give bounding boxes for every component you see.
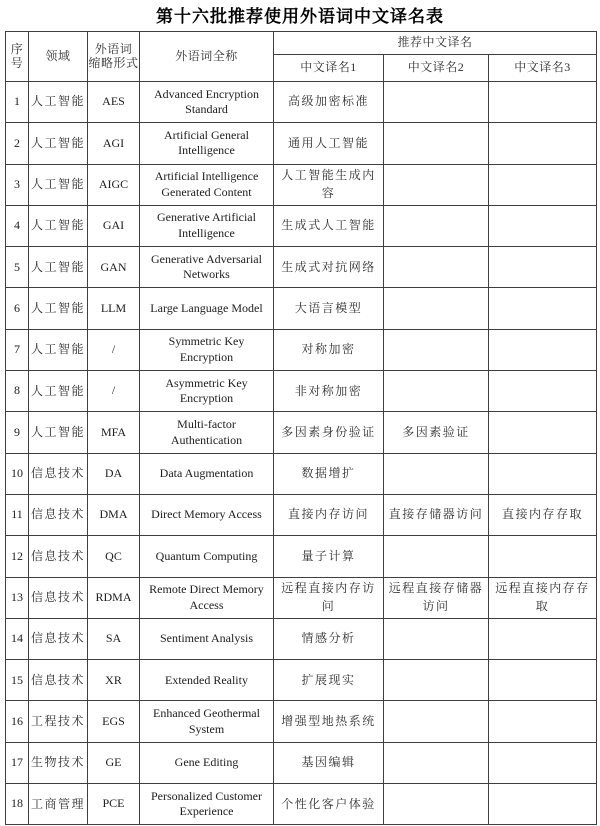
cell-field: 信息技术 [29, 494, 88, 535]
cell-field: 人工智能 [29, 247, 88, 288]
cell-abbreviation: DMA [88, 494, 140, 535]
cell-field: 人工智能 [29, 412, 88, 453]
cell-abbreviation: DA [88, 453, 140, 494]
cell-full-name: Advanced Encryption Standard [140, 82, 274, 123]
table-row [6, 247, 597, 288]
cell-field: 人工智能 [29, 82, 88, 123]
cell-translation-1: 情感分析 [274, 618, 384, 659]
cell-translation-1: 人工智能生成内容 [274, 164, 384, 205]
cell-translation-2 [384, 247, 489, 288]
cell-full-name: Remote Direct Memory Access [140, 577, 274, 618]
cell-translation-2 [384, 82, 489, 123]
cell-translation-1: 生成式人工智能 [274, 205, 384, 246]
col-header-translation-2: 中文译名2 [384, 55, 489, 82]
table-header [6, 32, 597, 82]
cell-translation-1: 生成式对抗网络 [274, 247, 384, 288]
table-row [6, 82, 597, 123]
cell-field: 信息技术 [29, 536, 88, 577]
cell-translation-3 [489, 164, 597, 205]
cell-abbreviation: PCE [88, 784, 140, 825]
cell-number: 7 [6, 329, 29, 370]
col-header-number-line2: 号 [10, 55, 24, 70]
cell-full-name: Large Language Model [140, 288, 274, 329]
col-header-number [6, 32, 29, 82]
cell-translation-1: 大语言模型 [274, 288, 384, 329]
table-row [6, 329, 597, 370]
cell-number: 6 [6, 288, 29, 329]
col-header-recommended: 推荐中文译名 [274, 32, 597, 55]
cell-translation-2 [384, 123, 489, 164]
cell-abbreviation: AIGC [88, 164, 140, 205]
cell-translation-1: 非对称加密 [274, 371, 384, 412]
cell-field: 人工智能 [29, 288, 88, 329]
cell-field: 人工智能 [29, 329, 88, 370]
cell-number: 5 [6, 247, 29, 288]
cell-translation-3 [489, 618, 597, 659]
col-header-translation-1: 中文译名1 [274, 55, 384, 82]
cell-translation-2: 多因素验证 [384, 412, 489, 453]
table-body [6, 82, 597, 825]
cell-translation-3 [489, 329, 597, 370]
cell-full-name: Artificial Intelligence Generated Content [140, 164, 274, 205]
cell-field: 人工智能 [29, 164, 88, 205]
cell-translation-2 [384, 536, 489, 577]
cell-full-name: Generative Artificial Intelligence [140, 205, 274, 246]
cell-abbreviation: EGS [88, 701, 140, 742]
cell-number: 3 [6, 164, 29, 205]
cell-field: 人工智能 [29, 371, 88, 412]
cell-translation-2 [384, 453, 489, 494]
cell-full-name: Data Augmentation [140, 453, 274, 494]
cell-translation-1: 高级加密标准 [274, 82, 384, 123]
page-title: 第十六批推荐使用外语词中文译名表 [156, 7, 444, 26]
cell-translation-3 [489, 123, 597, 164]
table-row [6, 371, 597, 412]
cell-translation-2 [384, 329, 489, 370]
cell-translation-3 [489, 205, 597, 246]
cell-translation-2 [384, 701, 489, 742]
cell-field: 信息技术 [29, 618, 88, 659]
cell-translation-1: 量子计算 [274, 536, 384, 577]
cell-translation-3 [489, 701, 597, 742]
cell-translation-2 [384, 784, 489, 825]
cell-translation-3 [489, 247, 597, 288]
col-header-translation-3: 中文译名3 [489, 55, 597, 82]
cell-translation-2 [384, 742, 489, 783]
cell-translation-3 [489, 412, 597, 453]
table-row [6, 577, 597, 618]
cell-translation-3 [489, 371, 597, 412]
cell-translation-1: 多因素身份验证 [274, 412, 384, 453]
cell-abbreviation: MFA [88, 412, 140, 453]
cell-translation-2: 直接存储器访问 [384, 494, 489, 535]
table-row [6, 205, 597, 246]
cell-translation-3 [489, 453, 597, 494]
cell-full-name: Quantum Computing [140, 536, 274, 577]
table-row [6, 784, 597, 825]
cell-translation-1: 数据增扩 [274, 453, 384, 494]
table-row [6, 701, 597, 742]
cell-field: 信息技术 [29, 577, 88, 618]
cell-translation-1: 个性化客户体验 [274, 784, 384, 825]
cell-full-name: Artificial General Intelligence [140, 123, 274, 164]
table-row [6, 123, 597, 164]
cell-field: 人工智能 [29, 123, 88, 164]
cell-field: 人工智能 [29, 205, 88, 246]
table-row [6, 412, 597, 453]
cell-abbreviation: / [88, 329, 140, 370]
cell-abbreviation: AES [88, 82, 140, 123]
cell-full-name: Enhanced Geothermal System [140, 701, 274, 742]
cell-abbreviation: GAN [88, 247, 140, 288]
cell-abbreviation: GAI [88, 205, 140, 246]
cell-translation-1: 扩展现实 [274, 660, 384, 701]
cell-full-name: Direct Memory Access [140, 494, 274, 535]
table-row [6, 164, 597, 205]
cell-number: 15 [6, 660, 29, 701]
cell-translation-3: 直接内存存取 [489, 494, 597, 535]
cell-field: 信息技术 [29, 660, 88, 701]
cell-number: 18 [6, 784, 29, 825]
cell-abbreviation: XR [88, 660, 140, 701]
cell-translation-3 [489, 660, 597, 701]
cell-number: 14 [6, 618, 29, 659]
cell-abbreviation: LLM [88, 288, 140, 329]
cell-full-name: Personalized Customer Experience [140, 784, 274, 825]
col-header-field: 领域 [29, 32, 88, 82]
table-row [6, 288, 597, 329]
cell-translation-1: 远程直接内存访问 [274, 577, 384, 618]
cell-abbreviation: AGI [88, 123, 140, 164]
cell-full-name: Sentiment Analysis [140, 618, 274, 659]
col-header-number-line1: 序 [10, 41, 24, 56]
cell-translation-2 [384, 660, 489, 701]
cell-translation-1: 增强型地热系统 [274, 701, 384, 742]
cell-number: 9 [6, 412, 29, 453]
table-row [6, 742, 597, 783]
cell-number: 4 [6, 205, 29, 246]
table-row [6, 453, 597, 494]
cell-translation-1: 通用人工智能 [274, 123, 384, 164]
col-header-full-name: 外语词全称 [140, 32, 274, 82]
cell-translation-3 [489, 784, 597, 825]
table-row [6, 660, 597, 701]
cell-translation-2 [384, 205, 489, 246]
col-header-abbreviation-line2: 缩略形式 [88, 55, 139, 70]
cell-abbreviation: QC [88, 536, 140, 577]
cell-number: 10 [6, 453, 29, 494]
cell-field: 工程技术 [29, 701, 88, 742]
cell-translation-2: 远程直接存储器访问 [384, 577, 489, 618]
header-row-1 [6, 32, 597, 55]
cell-number: 12 [6, 536, 29, 577]
table-row [6, 618, 597, 659]
cell-full-name: Asymmetric Key Encryption [140, 371, 274, 412]
cell-abbreviation: GE [88, 742, 140, 783]
cell-translation-1: 基因编辑 [274, 742, 384, 783]
cell-translation-1: 对称加密 [274, 329, 384, 370]
cell-full-name: Gene Editing [140, 742, 274, 783]
cell-number: 2 [6, 123, 29, 164]
cell-full-name: Extended Reality [140, 660, 274, 701]
cell-translation-3: 远程直接内存存取 [489, 577, 597, 618]
cell-field: 信息技术 [29, 453, 88, 494]
cell-translation-2 [384, 618, 489, 659]
cell-abbreviation: / [88, 371, 140, 412]
cell-translation-3 [489, 742, 597, 783]
cell-full-name: Symmetric Key Encryption [140, 329, 274, 370]
cell-translation-3 [489, 288, 597, 329]
table-row [6, 536, 597, 577]
cell-number: 11 [6, 494, 29, 535]
cell-translation-1: 直接内存访问 [274, 494, 384, 535]
cell-number: 17 [6, 742, 29, 783]
cell-translation-2 [384, 288, 489, 329]
cell-number: 16 [6, 701, 29, 742]
table-row [6, 494, 597, 535]
cell-full-name: Generative Adversarial Networks [140, 247, 274, 288]
cell-abbreviation: RDMA [88, 577, 140, 618]
col-header-abbreviation [88, 32, 140, 82]
cell-translation-2 [384, 371, 489, 412]
cell-translation-3 [489, 82, 597, 123]
translation-table [5, 31, 597, 825]
cell-field: 生物技术 [29, 742, 88, 783]
cell-full-name: Multi-factor Authentication [140, 412, 274, 453]
cell-number: 1 [6, 82, 29, 123]
cell-translation-3 [489, 536, 597, 577]
col-header-abbreviation-line1: 外语词 [94, 41, 133, 56]
cell-translation-2 [384, 164, 489, 205]
cell-abbreviation: SA [88, 618, 140, 659]
cell-field: 工商管理 [29, 784, 88, 825]
cell-number: 13 [6, 577, 29, 618]
cell-number: 8 [6, 371, 29, 412]
